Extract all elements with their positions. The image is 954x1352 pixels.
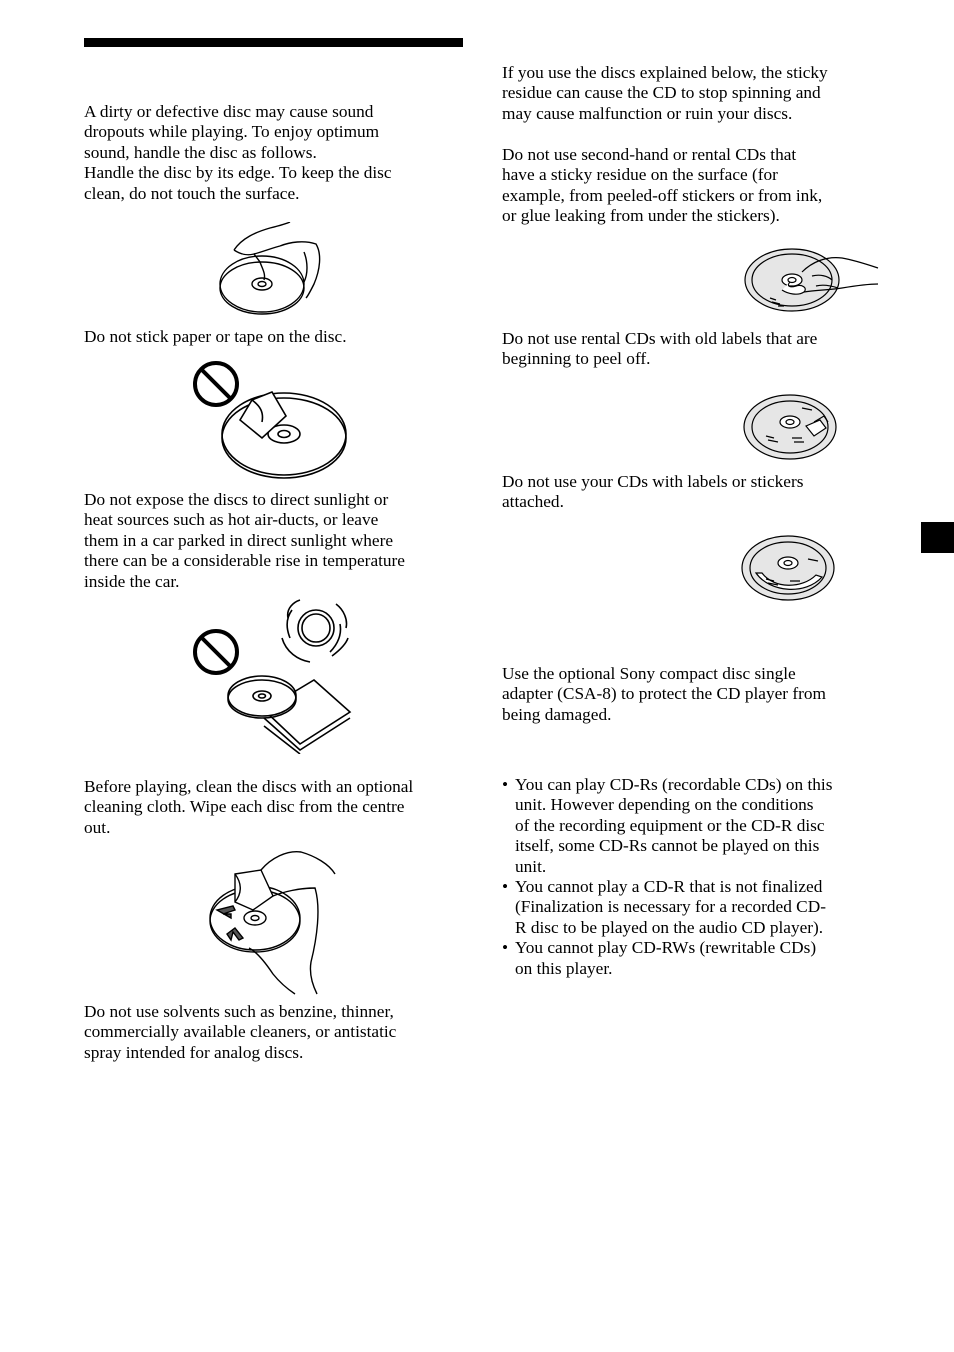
hand-holding-disc-icon xyxy=(212,222,328,318)
no-tape-text: Do not stick paper or tape on the disc. xyxy=(84,327,347,346)
sticky-residue-disc-icon xyxy=(742,246,882,314)
clean-disc-with-cloth-icon xyxy=(205,848,341,996)
labels-stickers-text: Do not use your CDs with labels or stickers attached. xyxy=(502,472,804,512)
sunlight-warning-text: Do not expose the discs to direct sunlight or heat sources such as hot air-ducts, or leave them in a car parked in direct sunlight where there can be a considerable rise in temperature inside the car. xyxy=(84,490,405,591)
list-item: • You can play CD-Rs (recordable CDs) on this unit. However depending on the conditions of the recording equipment or the CD-R disc itself, some CD-Rs cannot be played on this unit. xyxy=(502,775,894,877)
section-heading-bar xyxy=(84,38,463,47)
no-tape-on-disc-icon xyxy=(190,360,350,480)
disc-with-sticker-icon xyxy=(740,533,838,603)
peeling-label-disc-icon xyxy=(742,392,842,462)
sticky-residue-intro-text: If you use the discs explained below, the sticky residue can cause the CD to stop spinning and may cause malfunction or ruin your discs. xyxy=(502,63,828,123)
no-sunlight-heat-icon xyxy=(190,598,358,754)
rental-residue-text: Do not use second-hand or rental CDs that have a sticky residue on the surface (for example, from peeled-off stickers or from ink, or glue leaking from under the stickers). xyxy=(502,145,823,226)
cd-r-notes-list xyxy=(502,775,894,979)
single-adapter-text: Use the optional Sony compact disc single adapter (CSA-8) to protect the CD player from being damaged. xyxy=(502,664,826,724)
page-edge-tab xyxy=(921,522,954,553)
peeling-label-text: Do not use rental CDs with old labels that are beginning to peel off. xyxy=(502,329,818,369)
solvents-warning-text: Do not use solvents such as benzine, thinner, commercially available cleaners, or antistatic spray intended for analog discs. xyxy=(84,1002,397,1062)
handling-intro-text: A dirty or defective disc may cause sound dropouts while playing. To enjoy optimum sound, handle the disc as follows. Handle the disc by its edge. To keep the disc clean, do not touch the surface. xyxy=(84,102,392,203)
cleaning-text: Before playing, clean the discs with an optional cleaning cloth. Wipe each disc from the centre out. xyxy=(84,777,414,837)
list-item: • You cannot play a CD-R that is not finalized (Finalization is necessary for a recorded CD- R disc to be played on the audio CD player). xyxy=(502,877,894,938)
list-item: • You cannot play CD-RWs (rewritable CDs) on this player. xyxy=(502,938,894,979)
